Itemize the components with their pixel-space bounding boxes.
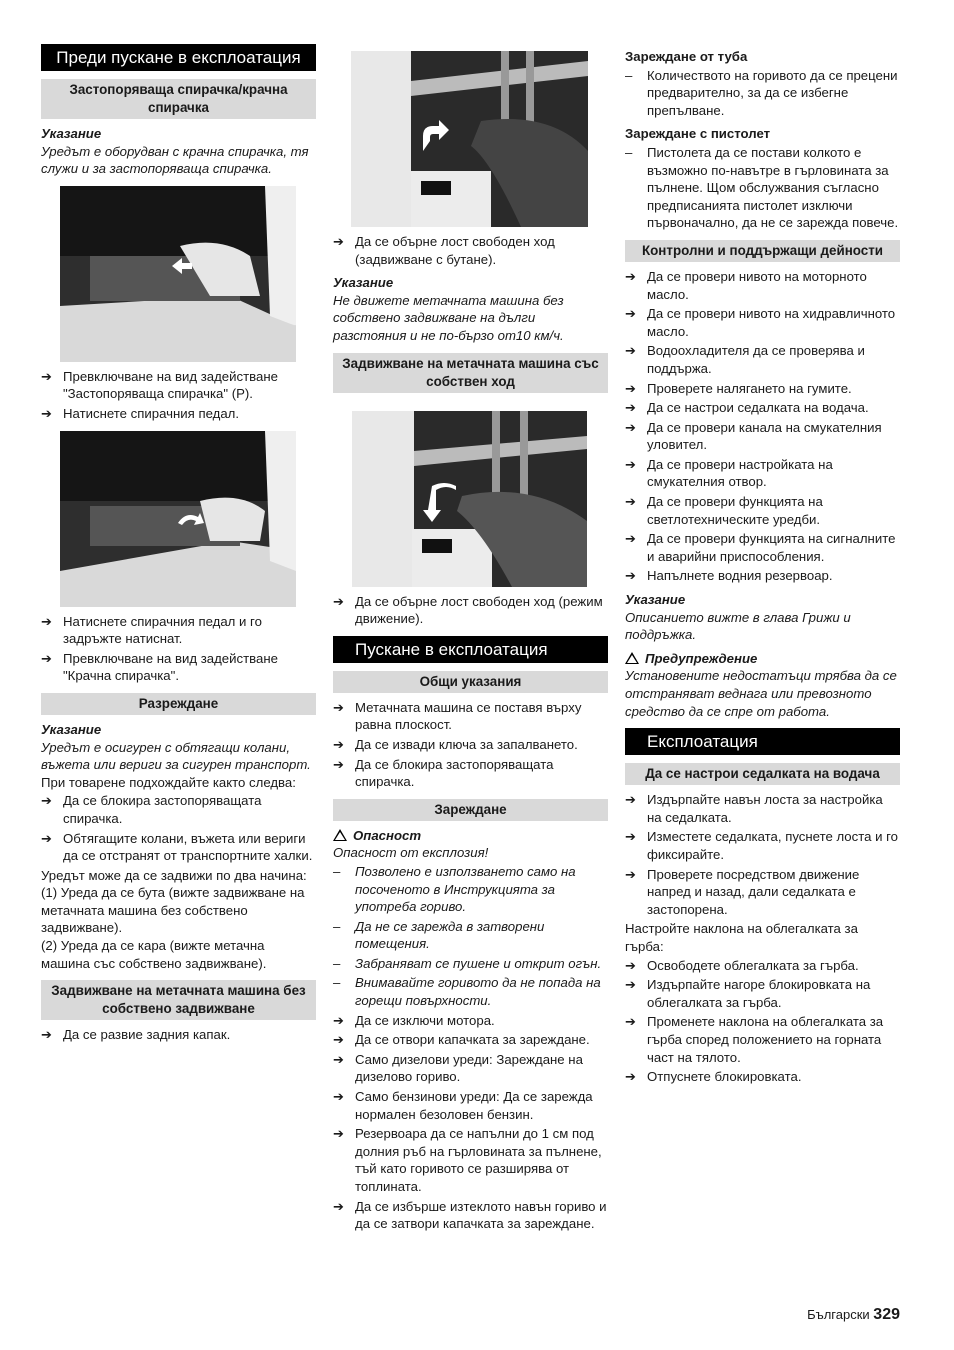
step-item: ➔ Отпуснете блокировката. bbox=[625, 1068, 900, 1086]
page-number: 329 bbox=[873, 1306, 900, 1323]
column-2 bbox=[333, 51, 608, 1235]
dash-item: – Количеството на горивото да се прецени предварително, за да се избегне препълване. bbox=[625, 67, 900, 120]
heading-unloading: Разреждане bbox=[41, 693, 316, 715]
step-item: ➔ Да се блокира застопоряващата спирачка. bbox=[41, 792, 316, 827]
step-item: ➔ Да се провери нивото на хидравличното масло. bbox=[625, 305, 900, 340]
footer-language: Български bbox=[807, 1307, 870, 1322]
note-text: Не движете метачната машина без собствено задвижване на дълги разстояния и не по-бързо от10 км/ч. bbox=[333, 292, 564, 343]
step-item: ➔ Да се провери нивото на моторното масло. bbox=[625, 268, 900, 303]
paragraph: (1) Уреда да се бута (вижте задвижване на метачната машина без собствено задвижване). bbox=[41, 885, 305, 936]
step-item: ➔ Метачната машина се поставя върху равна плоскост. bbox=[333, 699, 608, 734]
step-item: ➔ Да се обърне лост свободен ход (режим движение). bbox=[333, 593, 608, 628]
step-item: ➔ Превключване на вид задействане "Застопоряваща спирачка" (P). bbox=[41, 368, 316, 403]
paragraph: Настройте наклона на облегалката за гърба: bbox=[625, 921, 858, 954]
step-item: ➔ Да се развие задния капак. bbox=[41, 1026, 316, 1044]
step-item: ➔ Издърпайте нагоре блокировката на облегалката за гърба. bbox=[625, 976, 900, 1011]
dash-item: – Позволено е използването само на посоченото в Инструкцията за употреба гориво. bbox=[333, 863, 608, 916]
note-text: Уредът е оборудван с крачна спирачка, тя служи и за застопоряваща спирачка. bbox=[41, 143, 309, 177]
photo-freewheel-push bbox=[351, 51, 588, 227]
paragraph: При товарене подхождайте както следва: bbox=[41, 774, 296, 790]
photo-brake-lever-1 bbox=[60, 186, 296, 362]
warning-label-row bbox=[625, 650, 900, 668]
section-title-before-start: Преди пускане в експлоатация bbox=[41, 44, 316, 71]
step-item: ➔ Да се провери канала на смукателния уловител. bbox=[625, 419, 900, 454]
step-item: ➔ Проверете налягането на гумите. bbox=[625, 380, 900, 398]
step-item: ➔ Превключване на вид задействане "Крачна спирачка". bbox=[41, 650, 316, 685]
heading-parking-brake: Застопоряваща спирачка/крачна спирачка bbox=[41, 79, 316, 119]
step-item: ➔ Да се настрои седалката на водача. bbox=[625, 399, 900, 417]
dash-item: – Да не се зарежда в затворени помещения. bbox=[333, 918, 608, 953]
heading-self-drive: Задвижване на метачната машина със собствен ход bbox=[333, 353, 608, 393]
step-item: ➔ Да се извади ключа за запалването. bbox=[333, 736, 608, 754]
step-item: ➔ Само дизелови уреди: Зареждане на дизелово гориво. bbox=[333, 1051, 608, 1086]
step-item: ➔ Променете наклона на облегалката за гърба според положението на горната част на тялото. bbox=[625, 1013, 900, 1066]
heading-fuel-can: Зареждане от туба bbox=[625, 49, 748, 64]
warning-triangle-icon bbox=[625, 652, 639, 664]
step-item: ➔ Да се провери функцията на светлотехническите уредби. bbox=[625, 493, 900, 528]
note-label: Указание bbox=[41, 126, 102, 141]
step-item: ➔ Резервоара да се напълни до 1 см под долния ръб на гърловината за пълнене, тъй като горивото се разширява от топлината. bbox=[333, 1125, 608, 1195]
step-item: ➔ Да се блокира застопоряващата спирачка. bbox=[333, 756, 608, 791]
photo-brake-lever-2 bbox=[60, 431, 296, 607]
step-item: ➔ Обтягащите колани, въжета или вериги да се отстранят от транспортните халки. bbox=[41, 830, 316, 865]
column-1 bbox=[41, 44, 316, 1046]
heading-checks: Контролни и поддържащи дейности bbox=[625, 240, 900, 262]
section-title-start-up: Пускане в експлоатация bbox=[333, 636, 608, 663]
note-label: Указание bbox=[333, 275, 394, 291]
step-item: ➔ Напълнете водния резервоар. bbox=[625, 567, 900, 585]
warning-text: Установените недостатъци трябва да се отстраняват веднага или превозното средство да се спре от работа. bbox=[625, 668, 897, 719]
step-item: ➔ Изместете седалката, пуснете лоста и го фиксирайте. bbox=[625, 828, 900, 863]
step-item: ➔ Издърпайте навън лоста за настройка на седалката. bbox=[625, 791, 900, 826]
step-item: ➔ Освободете облегалката за гърба. bbox=[625, 957, 900, 975]
warning-label: Предупреждение bbox=[645, 650, 758, 666]
heading-fuel-gun: Зареждане с пистолет bbox=[625, 126, 771, 142]
dash-item: – Пистолета да се постави колкото е възможно по-навътре в гърловината за пълнене. Щом обслужвания съгласно предписанията пистолет изключи първоначално, да не се зарежда повече. bbox=[625, 144, 900, 232]
paragraph: Уредът може да се задвижи по два начина: bbox=[41, 867, 307, 883]
warning-triangle-icon bbox=[333, 829, 347, 841]
danger-label-row bbox=[333, 827, 608, 845]
photo-freewheel-drive bbox=[352, 411, 587, 587]
danger-text: Опасност от експлозия! bbox=[333, 845, 489, 861]
danger-label: Опасност bbox=[353, 827, 422, 843]
step-item: ➔ Да се провери функцията на сигналните и аварийни приспособления. bbox=[625, 530, 900, 565]
note-text: Уредът е осигурен с обтягащи колани, въжета или вериги за сигурен транспорт. bbox=[41, 739, 311, 773]
note-text: Описанието вижте в глава Грижи и поддръжка. bbox=[625, 609, 851, 643]
dash-item: – Внимавайте горивото да не попада на горещи повърхности. bbox=[333, 974, 608, 1009]
heading-seat: Да се настрои седалката на водача bbox=[625, 763, 900, 785]
column-3 bbox=[625, 44, 900, 1088]
paragraph: (2) Уреда да се кара (вижте метачна машина със собствено задвижване). bbox=[41, 938, 267, 971]
step-item: ➔ Само бензинови уреди: Да се зарежда нормален безоловен бензин. bbox=[333, 1088, 608, 1123]
section-title-operation: Експлоатация bbox=[625, 728, 900, 755]
step-item: ➔ Да се обърне лост свободен ход (задвижване с бутане). bbox=[333, 233, 608, 268]
page-footer bbox=[807, 1306, 900, 1324]
heading-no-self-drive: Задвижване на метачната машина без собствено задвижване bbox=[41, 980, 316, 1020]
heading-general: Общи указания bbox=[333, 671, 608, 693]
note-label: Указание bbox=[41, 721, 102, 737]
step-item: ➔ Водоохладителя да се проверява и поддържа. bbox=[625, 342, 900, 377]
note-label: Указание bbox=[625, 592, 686, 608]
step-item: ➔ Проверете посредством движение напред и назад, дали седалката е застопорена. bbox=[625, 866, 900, 919]
step-item: ➔ Натиснете спирачния педал и го задръжте натиснат. bbox=[41, 613, 316, 648]
dash-item: – Забраняват се пушене и открит огън. bbox=[333, 955, 608, 973]
step-item: ➔ Да се отвори капачката за зареждане. bbox=[333, 1031, 608, 1049]
step-item: ➔ Да се избърше изтеклото навън гориво и да се затвори капачката за зареждане. bbox=[333, 1198, 608, 1233]
step-item: ➔ Да се изключи мотора. bbox=[333, 1012, 608, 1030]
step-item: ➔ Натиснете спирачния педал. bbox=[41, 405, 316, 423]
heading-fueling: Зареждане bbox=[333, 799, 608, 821]
step-item: ➔ Да се провери настройката на смукателния отвор. bbox=[625, 456, 900, 491]
